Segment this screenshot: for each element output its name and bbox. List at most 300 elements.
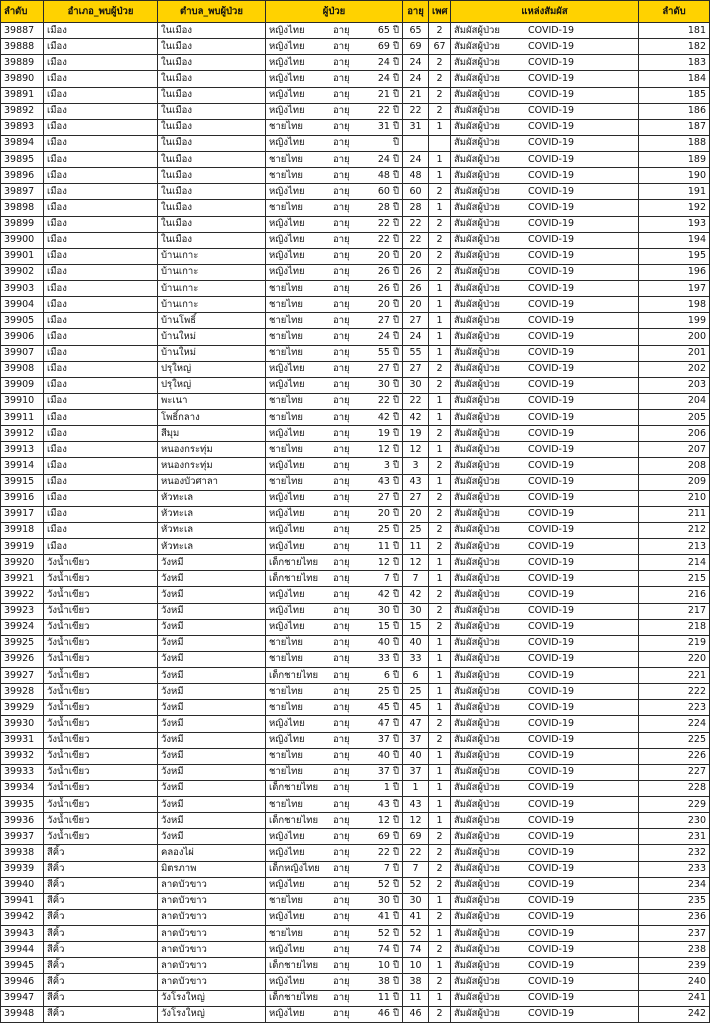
cell-source-type: สัมผัสผู้ป่วย (454, 734, 500, 746)
cell-age-label: อายุ (333, 943, 350, 955)
cell-patient (266, 958, 403, 974)
cell-no: 39920 (1, 555, 44, 571)
cell-district: สีคิ้ว (44, 877, 158, 893)
cell-subdistrict: บ้านใหม่ (158, 329, 266, 345)
cell-source-type: สัมผัสผู้ป่วย (454, 798, 500, 810)
cell-no: 39928 (1, 684, 44, 700)
cell-district: สีคิ้ว (44, 926, 158, 942)
cell-source-name: COVID-19 (528, 863, 575, 875)
cell-source-type: สัมผัสผู้ป่วย (454, 588, 500, 600)
cell-age-text: 27 ปี (377, 492, 399, 504)
cell-age-text: 31 ปี (377, 121, 399, 133)
cell-age-label: อายุ (333, 153, 350, 165)
cell-source-name: COVID-19 (528, 153, 575, 165)
cell-source-type: สัมผัสผู้ป่วย (454, 540, 500, 552)
cell-source-name: COVID-19 (528, 218, 575, 230)
cell-age-text: 7 ปี (383, 572, 399, 584)
cell-source-name: COVID-19 (528, 459, 575, 471)
cell-no: 39908 (1, 361, 44, 377)
cell-no: 39895 (1, 152, 44, 168)
cell-age: 46 (403, 1006, 429, 1022)
cell-source (451, 135, 639, 151)
cell-order: 181 (639, 23, 710, 39)
cell-district: เมือง (44, 377, 158, 393)
cell-patient (266, 119, 403, 135)
table-row (1, 700, 710, 716)
cell-age-text: 25 ปี (377, 685, 399, 697)
cell-sex: 1 (429, 651, 451, 667)
cell-patient (266, 297, 403, 313)
cell-patient (266, 1006, 403, 1022)
cell-district: เมือง (44, 135, 158, 151)
cell-patient (266, 232, 403, 248)
table-row (1, 555, 710, 571)
cell-age-text: 22 ปี (377, 234, 399, 246)
cell-source-name: COVID-19 (528, 250, 575, 262)
cell-patient (266, 555, 403, 571)
cell-source-type: สัมผัสผู้ป่วย (454, 459, 500, 471)
cell-sex: 2 (429, 377, 451, 393)
cell-sex: 2 (429, 909, 451, 925)
cell-district: เมือง (44, 23, 158, 39)
table-row (1, 877, 710, 893)
cell-source-name: COVID-19 (528, 121, 575, 133)
cell-sex: 1 (429, 474, 451, 490)
cell-age-text: 65 ปี (377, 24, 399, 36)
cell-age-text: 3 ปี (383, 459, 399, 471)
cell-source (451, 555, 639, 571)
cell-age-text: 20 ปี (377, 508, 399, 520)
cell-age: 22 (403, 232, 429, 248)
cell-order: 198 (639, 297, 710, 313)
cell-source-name: COVID-19 (528, 395, 575, 407)
cell-no: 39910 (1, 393, 44, 409)
cell-age: 25 (403, 684, 429, 700)
cell-district: เมือง (44, 87, 158, 103)
cell-age-text: 33 ปี (377, 653, 399, 665)
table-row (1, 764, 710, 780)
cell-order: 227 (639, 764, 710, 780)
cell-source (451, 909, 639, 925)
cell-subdistrict: ในเมือง (158, 39, 266, 55)
cell-source (451, 184, 639, 200)
cell-sex: 2 (429, 522, 451, 538)
cell-patient (266, 248, 403, 264)
header-no: ลำดับ (1, 1, 44, 23)
table-row (1, 135, 710, 151)
cell-source (451, 1006, 639, 1022)
cell-sex: 2 (429, 490, 451, 506)
table-row (1, 410, 710, 426)
cell-source (451, 942, 639, 958)
cell-sex: 2 (429, 103, 451, 119)
cell-sex: 67 (429, 39, 451, 55)
cell-subdistrict: ลาดบัวขาว (158, 974, 266, 990)
cell-patient-type: เด็กชายไทย (269, 814, 319, 826)
cell-source-type: สัมผัสผู้ป่วย (454, 234, 500, 246)
cell-subdistrict: บ้านเกาะ (158, 297, 266, 313)
cell-district: เมือง (44, 539, 158, 555)
cell-order: 195 (639, 248, 710, 264)
cell-no: 39923 (1, 603, 44, 619)
cell-no: 39926 (1, 651, 44, 667)
cell-age-label: อายุ (333, 234, 350, 246)
cell-source (451, 426, 639, 442)
cell-sex: 2 (429, 942, 451, 958)
cell-subdistrict: สีมุม (158, 426, 266, 442)
cell-source (451, 377, 639, 393)
cell-subdistrict: ในเมือง (158, 168, 266, 184)
cell-patient-type: หญิงไทย (269, 911, 305, 923)
cell-source-name: COVID-19 (528, 314, 575, 326)
cell-subdistrict: หนองกระทุ่ม (158, 458, 266, 474)
cell-age: 69 (403, 829, 429, 845)
cell-age-label: อายุ (333, 72, 350, 84)
cell-source-name: COVID-19 (528, 734, 575, 746)
table-row (1, 87, 710, 103)
cell-source-name: COVID-19 (528, 347, 575, 359)
cell-patient (266, 780, 403, 796)
cell-district: วังน้ำเขียว (44, 555, 158, 571)
cell-district: เมือง (44, 71, 158, 87)
cell-patient-type: หญิงไทย (269, 72, 305, 84)
cell-patient-type: หญิงไทย (269, 40, 305, 52)
cell-age-label: อายุ (333, 524, 350, 536)
cell-no: 39909 (1, 377, 44, 393)
cell-age-label: อายุ (333, 201, 350, 213)
cell-patient-type: หญิงไทย (269, 508, 305, 520)
cell-sex: 1 (429, 281, 451, 297)
table-row (1, 55, 710, 71)
cell-sex: 1 (429, 200, 451, 216)
cell-age: 47 (403, 716, 429, 732)
cell-no: 39939 (1, 861, 44, 877)
cell-source-type: สัมผัสผู้ป่วย (454, 363, 500, 375)
cell-no: 39900 (1, 232, 44, 248)
table-row (1, 152, 710, 168)
cell-subdistrict: บ้านเกาะ (158, 281, 266, 297)
cell-age-text: 24 ปี (377, 153, 399, 165)
cell-age-label: อายุ (333, 459, 350, 471)
cell-age-label: อายุ (333, 927, 350, 939)
cell-no: 39898 (1, 200, 44, 216)
cell-source (451, 361, 639, 377)
cell-source (451, 764, 639, 780)
cell-patient (266, 845, 403, 861)
cell-age-label: อายุ (333, 185, 350, 197)
cell-order: 184 (639, 71, 710, 87)
cell-source-type: สัมผัสผู้ป่วย (454, 863, 500, 875)
cell-sex: 2 (429, 587, 451, 603)
cell-patient (266, 490, 403, 506)
cell-order: 190 (639, 168, 710, 184)
cell-source-name: COVID-19 (528, 685, 575, 697)
cell-age: 22 (403, 393, 429, 409)
cell-source-type: สัมผัสผู้ป่วย (454, 669, 500, 681)
cell-subdistrict: ในเมือง (158, 119, 266, 135)
cell-order: 191 (639, 184, 710, 200)
cell-district: วังน้ำเขียว (44, 587, 158, 603)
cell-source-name: COVID-19 (528, 89, 575, 101)
cell-no: 39907 (1, 345, 44, 361)
cell-patient-type: เด็กชายไทย (269, 669, 319, 681)
cell-age-label: อายุ (333, 137, 350, 149)
cell-subdistrict: ในเมือง (158, 23, 266, 39)
cell-age-label: อายุ (333, 959, 350, 971)
cell-age-label: อายุ (333, 298, 350, 310)
cell-age: 45 (403, 700, 429, 716)
table-row (1, 264, 710, 280)
cell-order: 236 (639, 909, 710, 925)
table-row (1, 506, 710, 522)
cell-source (451, 539, 639, 555)
cell-district: เมือง (44, 297, 158, 313)
cell-patient-type: หญิงไทย (269, 540, 305, 552)
cell-source (451, 168, 639, 184)
cell-age: 74 (403, 942, 429, 958)
cell-district: เมือง (44, 281, 158, 297)
cell-subdistrict: ในเมือง (158, 152, 266, 168)
cell-patient-type: หญิงไทย (269, 234, 305, 246)
cell-district: เมือง (44, 474, 158, 490)
cell-age-text: 69 ปี (377, 40, 399, 52)
cell-source (451, 200, 639, 216)
table-row (1, 168, 710, 184)
cell-age-text: 20 ปี (377, 298, 399, 310)
cell-no: 39904 (1, 297, 44, 313)
cell-source (451, 490, 639, 506)
cell-subdistrict: วังหมี (158, 748, 266, 764)
cell-patient-type: ชายไทย (269, 927, 303, 939)
cell-source (451, 893, 639, 909)
cell-source-type: สัมผัสผู้ป่วย (454, 121, 500, 133)
cell-patient (266, 651, 403, 667)
cell-patient (266, 539, 403, 555)
cell-order: 220 (639, 651, 710, 667)
cell-source-name: COVID-19 (528, 621, 575, 633)
cell-patient-type: ชายไทย (269, 395, 303, 407)
cell-age-text: 41 ปี (377, 911, 399, 923)
cell-age-label: อายุ (333, 395, 350, 407)
cell-sex: 1 (429, 393, 451, 409)
cell-district: เมือง (44, 184, 158, 200)
cell-no: 39942 (1, 909, 44, 925)
cell-no: 39944 (1, 942, 44, 958)
cell-source (451, 103, 639, 119)
cell-source (451, 861, 639, 877)
cell-district: วังน้ำเขียว (44, 797, 158, 813)
cell-age-text: 47 ปี (377, 717, 399, 729)
cell-subdistrict: วังหมี (158, 780, 266, 796)
cell-age: 7 (403, 571, 429, 587)
cell-source-type: สัมผัสผู้ป่วย (454, 298, 500, 310)
cell-district: เมือง (44, 216, 158, 232)
cell-age-text: 27 ปี (377, 314, 399, 326)
cell-source-name: COVID-19 (528, 72, 575, 84)
cell-patient-type: หญิงไทย (269, 218, 305, 230)
cell-patient-type: ชายไทย (269, 330, 303, 342)
cell-district: วังน้ำเขียว (44, 748, 158, 764)
cell-source (451, 329, 639, 345)
cell-no: 39940 (1, 877, 44, 893)
cell-source-name: COVID-19 (528, 330, 575, 342)
table-row (1, 490, 710, 506)
cell-age-text: 6 ปี (383, 669, 399, 681)
cell-patient (266, 281, 403, 297)
cell-age-label: อายุ (333, 330, 350, 342)
cell-age-label: อายุ (333, 992, 350, 1004)
table-row (1, 458, 710, 474)
cell-age-label: อายุ (333, 347, 350, 359)
cell-district: เมือง (44, 55, 158, 71)
cell-age-label: อายุ (333, 621, 350, 633)
cell-subdistrict: ในเมือง (158, 200, 266, 216)
cell-source (451, 797, 639, 813)
cell-source (451, 522, 639, 538)
cell-age-text: 21 ปี (377, 89, 399, 101)
cell-age-text: 52 ปี (377, 879, 399, 891)
cell-age-text: 1 ปี (383, 782, 399, 794)
cell-district: วังน้ำเขียว (44, 732, 158, 748)
cell-source-name: COVID-19 (528, 959, 575, 971)
cell-source-name: COVID-19 (528, 879, 575, 891)
cell-source-name: COVID-19 (528, 701, 575, 713)
cell-subdistrict: ในเมือง (158, 103, 266, 119)
cell-age-text: 12 ปี (377, 814, 399, 826)
cell-patient (266, 684, 403, 700)
cell-age: 52 (403, 926, 429, 942)
cell-source-type: สัมผัสผู้ป่วย (454, 508, 500, 520)
table-row (1, 942, 710, 958)
cell-subdistrict: หัวทะเล (158, 506, 266, 522)
cell-sex: 2 (429, 87, 451, 103)
cell-age-label: อายุ (333, 750, 350, 762)
cell-source-name: COVID-19 (528, 363, 575, 375)
cell-source-name: COVID-19 (528, 476, 575, 488)
cell-sex: 2 (429, 248, 451, 264)
cell-order: 199 (639, 313, 710, 329)
cell-no: 39912 (1, 426, 44, 442)
cell-source-type: สัมผัสผู้ป่วย (454, 750, 500, 762)
cell-subdistrict: ลาดบัวขาว (158, 926, 266, 942)
header-subdistrict: ตำบล_พบผู้ป่วย (158, 1, 266, 23)
cell-sex: 2 (429, 877, 451, 893)
cell-source-type: สัมผัสผู้ป่วย (454, 105, 500, 117)
cell-patient (266, 87, 403, 103)
cell-no: 39930 (1, 716, 44, 732)
cell-age-text: 48 ปี (377, 169, 399, 181)
cell-age: 12 (403, 555, 429, 571)
cell-sex: 1 (429, 668, 451, 684)
cell-source-type: สัมผัสผู้ป่วย (454, 347, 500, 359)
cell-source-name: COVID-19 (528, 492, 575, 504)
cell-patient-type: เด็กชายไทย (269, 572, 319, 584)
cell-district: เมือง (44, 152, 158, 168)
cell-patient (266, 748, 403, 764)
cell-source-name: COVID-19 (528, 750, 575, 762)
cell-age-text: 27 ปี (377, 363, 399, 375)
cell-source-name: COVID-19 (528, 766, 575, 778)
cell-age-label: อายุ (333, 798, 350, 810)
cell-sex: 2 (429, 974, 451, 990)
table-row (1, 716, 710, 732)
cell-age-label: อายุ (333, 105, 350, 117)
cell-age-text: 24 ปี (377, 56, 399, 68)
cell-subdistrict: วังหมี (158, 829, 266, 845)
cell-order: 208 (639, 458, 710, 474)
cell-age: 27 (403, 361, 429, 377)
cell-age-text: 28 ปี (377, 201, 399, 213)
cell-patient-type: เด็กชายไทย (269, 556, 319, 568)
cell-order: 202 (639, 361, 710, 377)
table-row (1, 829, 710, 845)
cell-patient-type: เด็กชายไทย (269, 782, 319, 794)
cell-age-label: อายุ (333, 653, 350, 665)
cell-source-type: สัมผัสผู้ป่วย (454, 330, 500, 342)
header-sex: เพศ (429, 1, 451, 23)
cell-order: 183 (639, 55, 710, 71)
cell-order: 235 (639, 893, 710, 909)
cell-age-label: อายุ (333, 572, 350, 584)
cell-district: เมือง (44, 200, 158, 216)
cell-subdistrict: ในเมือง (158, 87, 266, 103)
cell-patient-type: หญิงไทย (269, 137, 305, 149)
cell-source-name: COVID-19 (528, 669, 575, 681)
cell-no: 39914 (1, 458, 44, 474)
cell-age-label: อายุ (333, 782, 350, 794)
cell-age-text: 24 ปี (377, 72, 399, 84)
cell-age-label: อายุ (333, 508, 350, 520)
cell-district: วังน้ำเขียว (44, 700, 158, 716)
cell-age-label: อายุ (333, 121, 350, 133)
cell-no: 39934 (1, 780, 44, 796)
cell-order: 240 (639, 974, 710, 990)
cell-source-type: สัมผัสผู้ป่วย (454, 169, 500, 181)
cell-age-label: อายุ (333, 863, 350, 875)
cell-source-type: สัมผัสผู้ป่วย (454, 814, 500, 826)
cell-sex: 2 (429, 184, 451, 200)
cell-no: 39948 (1, 1006, 44, 1022)
cell-source-type: สัมผัสผู้ป่วย (454, 895, 500, 907)
cell-patient-type: ชายไทย (269, 750, 303, 762)
cell-source-type: สัมผัสผู้ป่วย (454, 846, 500, 858)
cell-source-name: COVID-19 (528, 411, 575, 423)
cell-age-label: อายุ (333, 605, 350, 617)
cell-district: เมือง (44, 426, 158, 442)
cell-order: 222 (639, 684, 710, 700)
cell-sex: 2 (429, 23, 451, 39)
cell-patient-type: หญิงไทย (269, 621, 305, 633)
cell-order: 242 (639, 1006, 710, 1022)
cell-age-text: 42 ปี (377, 588, 399, 600)
cell-no: 39935 (1, 797, 44, 813)
cell-district: สีคิ้ว (44, 861, 158, 877)
cell-source-name: COVID-19 (528, 427, 575, 439)
cell-source-type: สัมผัสผู้ป่วย (454, 492, 500, 504)
cell-source-type: สัมผัสผู้ป่วย (454, 282, 500, 294)
cell-age: 37 (403, 732, 429, 748)
table-row (1, 909, 710, 925)
cell-age-text: 30 ปี (377, 605, 399, 617)
cell-patient-type: ชายไทย (269, 685, 303, 697)
cell-patient-type: หญิงไทย (269, 105, 305, 117)
cell-age-text: 38 ปี (377, 975, 399, 987)
cell-source (451, 668, 639, 684)
cell-source-name: COVID-19 (528, 717, 575, 729)
cell-age-label: อายุ (333, 846, 350, 858)
cell-source (451, 990, 639, 1006)
cell-source-type: สัมผัสผู้ป่วย (454, 314, 500, 326)
